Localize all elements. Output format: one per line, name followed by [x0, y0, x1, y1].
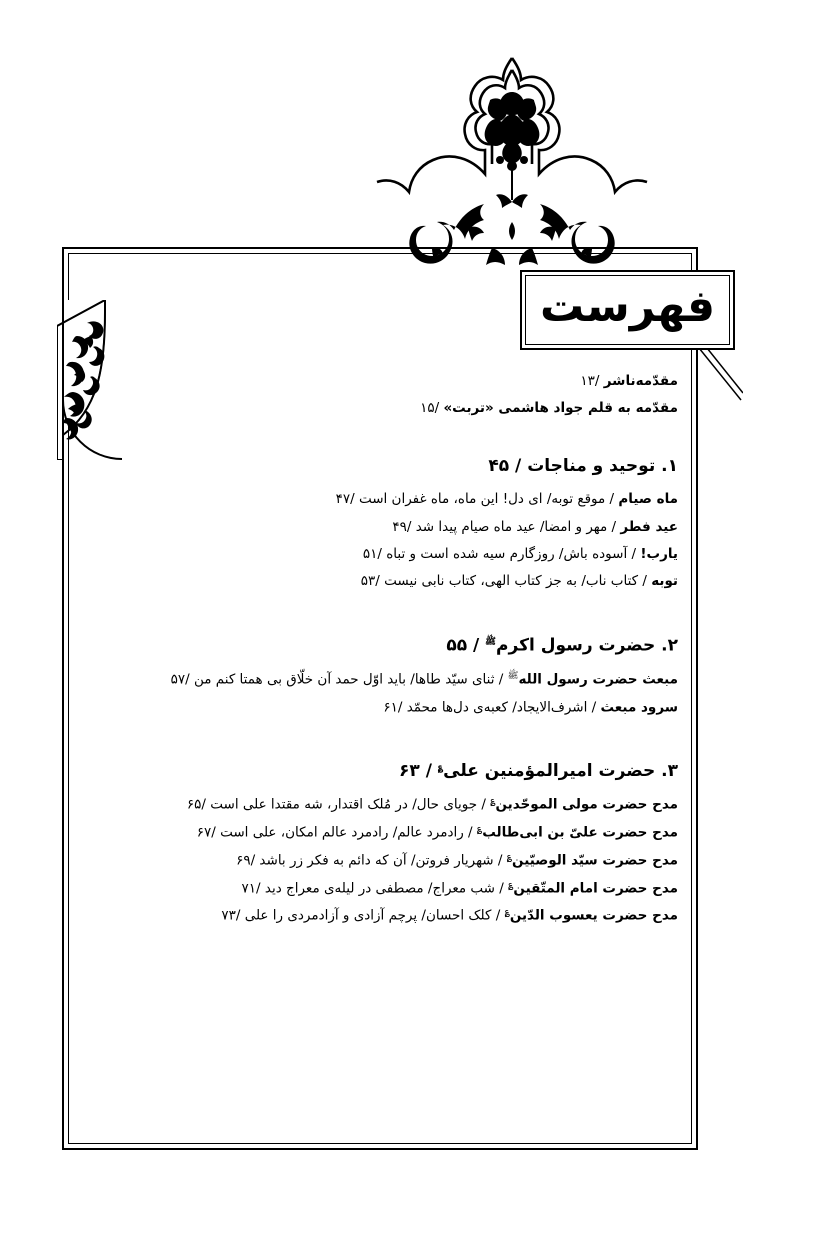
toc-entry-lead: مقدّمه به قلم جواد هاشمی «تربت» [443, 400, 678, 417]
toc-entry-rest: / جویای حال/ در مُلک اقتدار، شه مقتدا علی است [210, 796, 486, 813]
toc-entry-page: ۷۳ [221, 907, 236, 924]
honorific-alayhissalam-icon: ؏ [437, 762, 444, 773]
toc-entry-page: ۵۱ [362, 545, 378, 562]
toc-entry-rest: / آسوده باش/ روزگارم سیه شده است و تباه [386, 545, 637, 562]
honorific-alayhissalam-icon: ؏ [476, 824, 483, 835]
honorific-alayhissalam-icon: ؏ [490, 796, 496, 807]
toc-entry-rest: / مهر و امضا/ عید ماه صیام پیدا شد [415, 518, 617, 535]
spacer [78, 476, 678, 490]
toc-entry-3-3[interactable]: مدح حضرت امام المتّقین؏ / شب معراج/ مصطفی در لیله‌ی معراج دید /۷۱ [241, 879, 678, 897]
toc-entry-1-1[interactable]: عید فطر / مهر و امضا/ عید ماه صیام پیدا شد /۴۹ [392, 518, 678, 535]
toc-section-heading-3[interactable]: ۳. حضرت امیرالمؤمنین علی؏ / ۶۳ [399, 761, 678, 782]
toc-section-number: ۳. [661, 761, 678, 782]
toc-entry-page: ۷۱ [241, 880, 257, 897]
toc-entry-1-3[interactable]: توبه / کتاب ناب/ به جز کتاب الهی، کتاب نابی نیست /۵۳ [360, 573, 678, 590]
toc-section-heading-1[interactable]: ۱. توحید و مناجات / ۴۵ [488, 456, 678, 477]
toc-section-title: حضرت امیرالمؤمنین علی [443, 761, 656, 782]
toc-entry-front-1[interactable]: مقدّمه به قلم جواد هاشمی «تربت» /۱۵ [420, 400, 678, 417]
toc-entry-lead: مقدّمه‌ناشر [603, 373, 678, 389]
toc-entry-page: ۴۷ [335, 491, 351, 508]
toc-entry-lead: مدح حضرت یعسوب الدّین [509, 907, 678, 924]
toc-entry-page: ۱۳ [580, 373, 595, 389]
toc-entry-lead: عید فطر [620, 518, 678, 535]
toc-section-page: ۶۳ [399, 761, 420, 782]
toc-entry-2-1[interactable]: سرود مبعث / اشرف‌الایجاد/ کعبه‌ی دل‌ها محمّد /۶۱ [383, 699, 678, 716]
contents-title-banner-inner [525, 275, 730, 345]
toc-section-title: توحید و مناجات [527, 456, 656, 477]
toc-section-heading-2[interactable]: ۲. حضرت رسول اکرم$^ﷺ$ / ۵۵ [446, 635, 678, 656]
honorific-alayhissalam-icon: ؏ [504, 907, 510, 918]
page-title: فهرست [539, 281, 716, 332]
toc-entry-page: ۶۹ [236, 852, 251, 869]
honorific-alayhissalam-icon: ؏ [508, 879, 514, 890]
toc-section-page: ۴۵ [488, 456, 510, 477]
spacer [78, 426, 678, 456]
toc-entry-3-2[interactable]: مدح حضرت سیّد الوصیّین؏ / شهریار فروتن/ آن که دائم به فکر زر باشد /۶۹ [236, 851, 678, 869]
toc-entry-page: ۱۵ [420, 400, 435, 417]
honorific-sallallahu-icon: ﷺ [485, 637, 497, 648]
spacer [78, 656, 678, 670]
toc-entry-rest: / ثنای سیّد طاها/ باید اوّل حمد آن خلّاق بی همتا کنم من [193, 671, 504, 688]
table-of-contents [78, 372, 678, 934]
toc-entry-lead: توبه [651, 573, 678, 590]
toc-section-number: ۱. [661, 456, 678, 477]
toc-entry-page: ۵۷ [170, 671, 186, 688]
toc-entry-page: ۴۹ [392, 518, 407, 535]
spacer [78, 725, 678, 761]
toc-entry-lead: مدح حضرت سیّد الوصیّین [512, 852, 678, 869]
toc-entry-lead: مبعث حضرت رسول الله [518, 671, 678, 688]
toc-entry-lead: سرود مبعث [600, 699, 678, 716]
toc-entry-page: ۵۳ [360, 573, 376, 590]
toc-entry-lead: مدح حضرت امام المتّقین [513, 880, 678, 897]
banner-fold-tail [697, 348, 743, 404]
toc-entry-2-0[interactable]: مبعث حضرت رسول الله$^ﷺ$ / ثنای سیّد طاها/ باید اوّل حمد آن خلّاق بی همتا کنم من /۵۷ [170, 670, 678, 688]
toc-section-page: ۵۵ [446, 635, 468, 656]
toc-entry-rest: / شهریار فروتن/ آن که دائم به فکر زر باشد [259, 852, 503, 869]
honorific-sallallahu-icon: ﷺ [507, 670, 519, 681]
toc-entry-rest: / شب معراج/ مصطفی در لیله‌ی معراج دید [264, 880, 504, 897]
toc-entry-lead: یارب! [640, 545, 678, 562]
toc-entry-lead: ماه صیام [618, 491, 678, 508]
toc-entry-rest: / رادمرد عالم/ رادمرد عالم امکان، علی است [220, 824, 473, 841]
toc-entry-rest: / اشرف‌الایجاد/ کعبه‌ی دل‌ها محمّد [406, 699, 597, 716]
toc-entry-lead: مدح حضرت علیّ بن ابی‌طالب [482, 824, 678, 841]
toc-entry-rest: / کلک احسان/ پرچم آزادی و آزادمردی را علی [244, 907, 501, 924]
toc-entry-3-1[interactable]: مدح حضرت علیّ بن ابی‌طالب؏ / رادمرد عالم/ رادمرد عالم امکان، علی است /۶۷ [196, 824, 678, 841]
toc-section-title: حضرت رسول اکرم [496, 635, 656, 656]
spacer [78, 781, 678, 795]
toc-entry-page: ۶۵ [186, 796, 202, 813]
toc-entry-3-4[interactable]: مدح حضرت یعسوب الدّین؏ / کلک احسان/ پرچم آزادی و آزادمردی را علی /۷۳ [221, 907, 678, 924]
honorific-alayhissalam-icon: ؏ [506, 851, 513, 862]
toc-entry-front-0[interactable]: مقدّمه‌ناشر /۱۳ [580, 373, 678, 389]
toc-entry-lead: مدح حضرت مولی الموحّدین [495, 796, 678, 813]
toc-entry-1-2[interactable]: یارب! / آسوده باش/ روزگارم سیه شده است و تباه /۵۱ [362, 545, 678, 562]
toc-entry-page: ۶۷ [196, 824, 212, 841]
toc-section-number: ۲. [661, 635, 678, 656]
toc-entry-rest: / کتاب ناب/ به جز کتاب الهی، کتاب نابی نیست [384, 573, 647, 590]
toc-entry-rest: / موقع توبه/ ای دل! این ماه، ماه غفران است [358, 491, 615, 508]
toc-entry-page: ۶۱ [383, 699, 398, 716]
spacer [78, 599, 678, 635]
toc-entry-3-0[interactable]: مدح حضرت مولی الموحّدین؏ / جویای حال/ در مُلک اقتدار، شه مقتدا علی است /۶۵ [186, 796, 678, 813]
islamic-crest-ornament [372, 52, 652, 267]
toc-entry-1-0[interactable]: ماه صیام / موقع توبه/ ای دل! این ماه، ماه غفران است /۴۷ [335, 491, 678, 508]
